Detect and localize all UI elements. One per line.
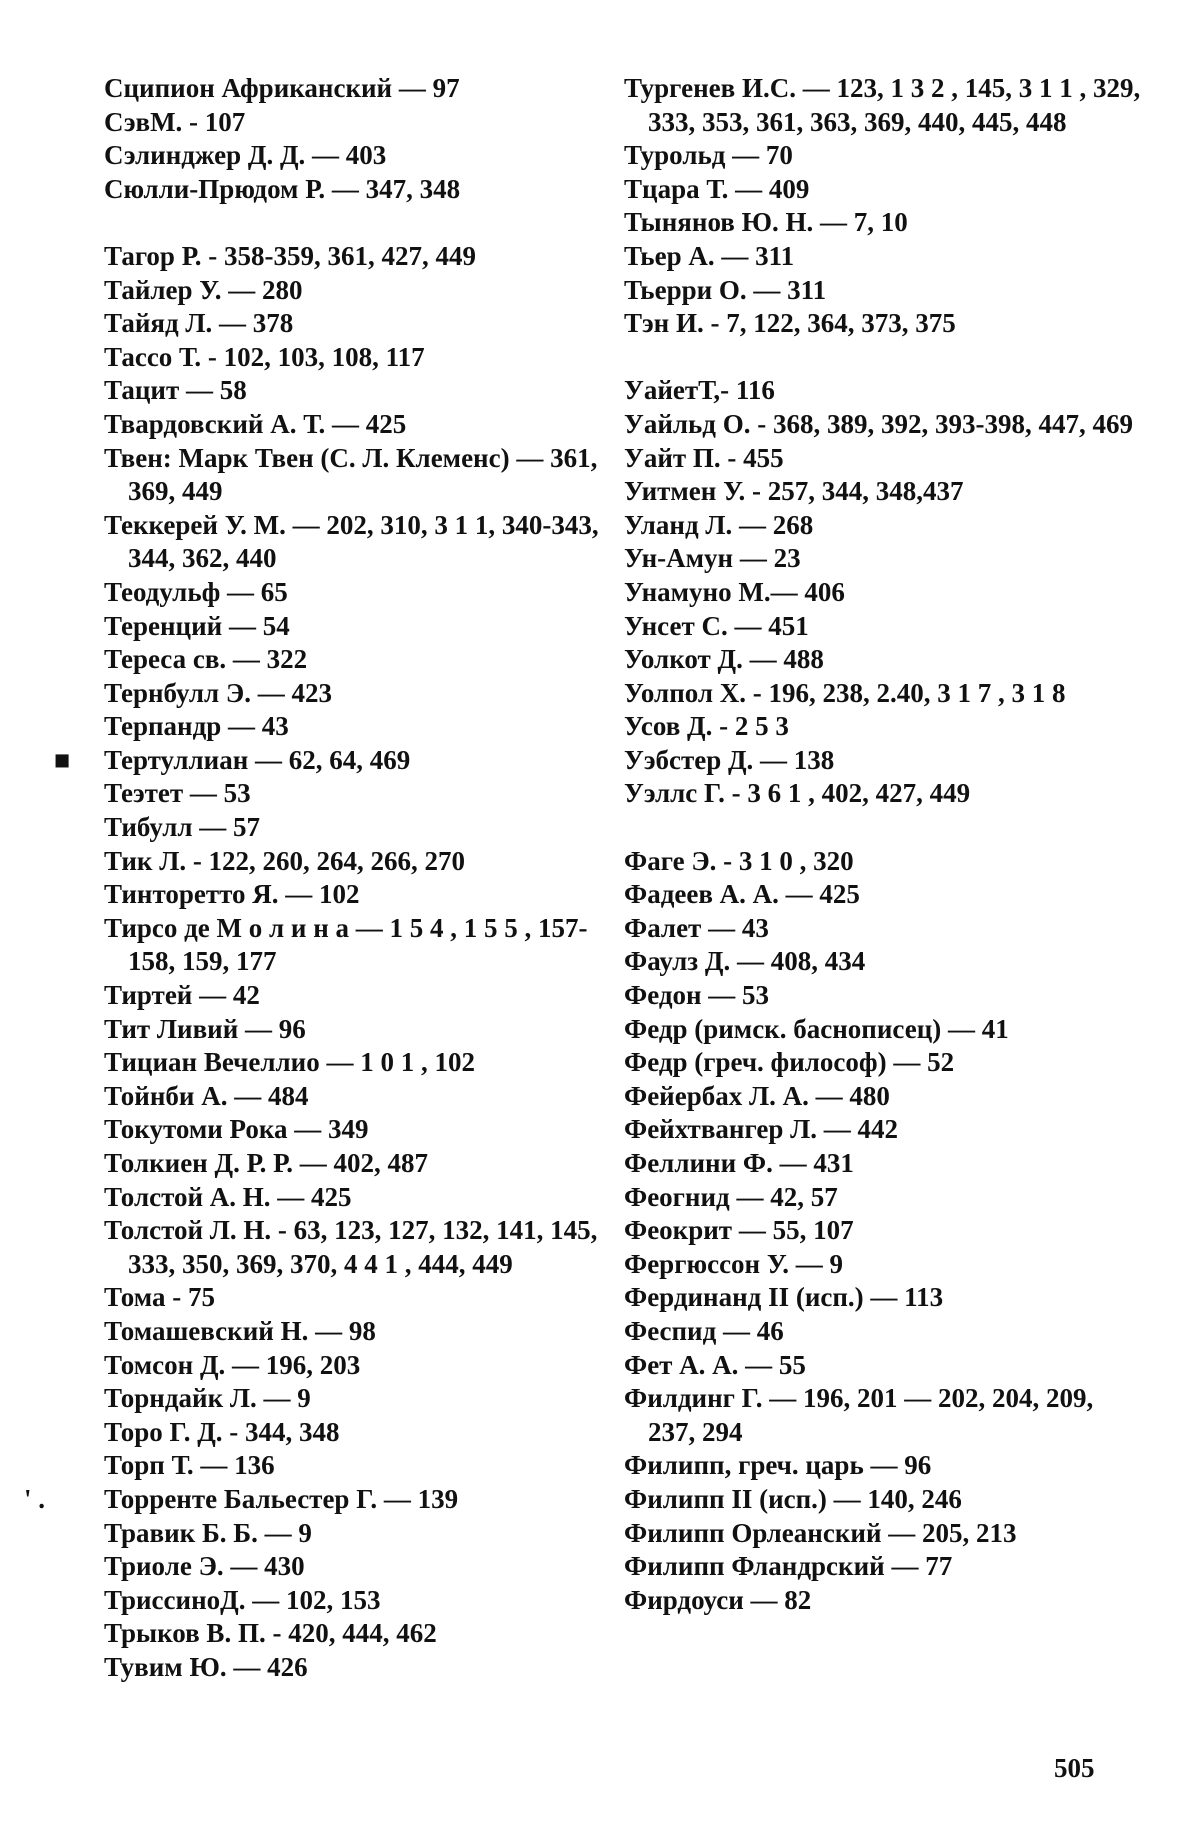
index-entry-text: Тертуллиан — 62, 64, 469 (104, 744, 411, 775)
index-entry: Триоле Э. — 430 (104, 1551, 305, 1582)
index-entry: Ун-Амун — 23 (624, 543, 801, 574)
index-entry: Турольд — 70 (624, 140, 793, 171)
index-entry: Тереса св. — 322 (104, 644, 308, 675)
index-entry: Фердинанд II (исп.) — 113 (624, 1282, 944, 1313)
index-entry: Феспид — 46 (624, 1315, 784, 1346)
index-entry: Фаге Э. - 3 1 0 , 320 (624, 845, 854, 876)
index-entry: Уитмен У. - 257, 344, 348,437 (624, 476, 964, 507)
index-entry: Тьер А. — 311 (624, 240, 795, 271)
index-column-right (624, 72, 1144, 1617)
index-entry: Феокрит — 55, 107 (624, 1215, 854, 1246)
index-entry: Фет А. А. — 55 (624, 1349, 806, 1380)
index-entry: Тирсо де М о л и н а — 1 5 4 , 1 5 5 , 157-158, 159, 177 (104, 912, 588, 977)
index-entry: Тагор Р. - 358-359, 361, 427, 449 (104, 240, 477, 271)
index-entry: ТриссиноД. — 102, 153 (104, 1584, 381, 1615)
index-entry: Теккерей У. М. — 202, 310, 3 1 1, 340-343, 344, 362, 440 (104, 509, 599, 574)
index-entry: Сюлли-Прюдом Р. — 347, 348 (104, 173, 461, 204)
index-entry: Теодульф — 65 (104, 576, 288, 607)
index-entry: Филипп II (исп.) — 140, 246 (624, 1483, 962, 1514)
index-entry: Уэллс Г. - 3 6 1 , 402, 427, 449 (624, 778, 971, 809)
index-entry: Фадеев А. А. — 425 (624, 879, 860, 910)
index-entry: Уланд Л. — 268 (624, 509, 814, 540)
index-entry: Фейхтвангер Л. — 442 (624, 1114, 898, 1145)
index-entry: Трыков В. П. - 420, 444, 462 (104, 1618, 437, 1649)
index-entry: Травик Б. Б. — 9 (104, 1517, 312, 1548)
index-entry: Толкиен Д. Р. Р. — 402, 487 (104, 1148, 429, 1178)
index-entry: Тициан Вечеллио — 1 0 1 , 102 (104, 1047, 475, 1078)
index-entry: Тойнби А. — 484 (104, 1080, 309, 1111)
index-entry: Сципион Африканский — 97 (104, 73, 460, 103)
index-entry: Тьерри О. — 311 (624, 274, 827, 305)
index-entry: Твен: Марк Твен (С. Л. Клеменс) — 361, 369, 449 (104, 442, 598, 507)
section-gap (624, 341, 1144, 375)
index-entry: Филдинг Г. — 196, 201 — 202, 204, 209, 237, 294 (624, 1383, 1094, 1447)
index-entry: Уолпол X. - 196, 238, 2.40, 3 1 7 , 3 1 8 (624, 677, 1066, 708)
index-entry: Сэлинджер Д. Д. — 403 (104, 140, 387, 171)
index-entry: Терпандр — 43 (104, 711, 289, 742)
index-entry: Тик Л. - 122, 260, 264, 266, 270 (104, 845, 466, 876)
index-entry: Тайлер У. — 280 (104, 274, 303, 305)
index-entry: Торо Г. Д. - 344, 348 (104, 1416, 340, 1447)
index-entry: Теэтет — 53 (104, 778, 251, 809)
index-entry: Толстой Л. Н. - 63, 123, 127, 132, 141, 145, 333, 350, 369, 370, 4 4 1 , 444, 449 (104, 1215, 598, 1279)
index-entry: Тернбулл Э. — 423 (104, 677, 332, 708)
index-entry: Филипп, греч. царь — 96 (624, 1450, 932, 1481)
index-entry-marked: ■ Тертуллиан — 62, 64, 469 (54, 744, 411, 775)
index-entry: Уайт П. - 455 (624, 442, 784, 473)
index-entry: Фирдоуси — 82 (624, 1584, 812, 1615)
index-entry: Тайяд Л. — 378 (104, 308, 294, 339)
index-entry: Фаулз Д. — 408, 434 (624, 946, 866, 977)
index-entry: Фалет — 43 (624, 912, 769, 943)
index-entry: Томсон Д. — 196, 203 (104, 1349, 361, 1380)
page-number: 505 (1054, 1753, 1095, 1783)
index-entry: Твардовский А. Т. — 425 (104, 408, 407, 439)
index-entry: Федр (греч. философ) — 52 (624, 1047, 955, 1078)
index-entry: Тома - 75 (104, 1282, 215, 1313)
index-entry: Тит Ливий — 96 (104, 1013, 306, 1044)
index-entry: Федр (римск. баснописец) — 41 (624, 1013, 1009, 1044)
index-entry: Тиртей — 42 (104, 980, 260, 1011)
index-entry: Усов Д. - 2 5 3 (624, 711, 789, 742)
index-entry: Тургенев И.С. — 123, 1 3 2 , 145, 3 1 1 , 329, 333, 353, 361, 363, 369, 440, 445, 448 (624, 73, 1141, 137)
index-entry: Фергюссон У. — 9 (624, 1248, 844, 1279)
index-entry: Тэн И. - 7, 122, 364, 373, 375 (624, 308, 956, 339)
index-entry: Уайльд О. - 368, 389, 392, 393-398, 447, 469 (624, 408, 1133, 439)
index-column-left (24, 72, 624, 1685)
index-entry: СэвМ. - 107 (104, 106, 246, 137)
index-entry: Тцара Т. — 409 (624, 173, 810, 204)
index-entry: Толстой А. Н. — 425 (104, 1181, 352, 1212)
index-entry: Филипп Фландрский — 77 (624, 1551, 953, 1582)
index-entry: Феогнид — 42, 57 (624, 1181, 838, 1212)
section-gap (104, 206, 624, 240)
index-entry: Торп Т. — 136 (104, 1450, 275, 1481)
index-entry: Теренций — 54 (104, 610, 290, 641)
index-entry: Уолкот Д. — 488 (624, 644, 824, 675)
index-entry: Филипп Орлеанский — 205, 213 (624, 1517, 1017, 1548)
index-entry: Феллини Ф. — 431 (624, 1148, 854, 1178)
index-entry: Тассо Т. - 102, 103, 108, 117 (104, 341, 425, 372)
index-entry: Уэбстер Д. — 138 (624, 744, 835, 775)
index-entry: УайетТ,- 116 (624, 375, 775, 406)
index-entry: Токутоми Рока — 349 (104, 1114, 369, 1145)
index-entry: Тацит — 58 (104, 375, 247, 406)
index-entry-marked: ' . Торренте Бальестер Г. — 139 (24, 1483, 459, 1514)
index-entry: Тувим Ю. — 426 (104, 1651, 308, 1682)
index-entry: Унсет С. — 451 (624, 610, 809, 641)
index-entry-text: Торренте Бальестер Г. — 139 (104, 1483, 459, 1514)
index-entry: Федон — 53 (624, 980, 770, 1011)
section-gap (624, 811, 1144, 845)
index-entry: Тынянов Ю. Н. — 7, 10 (624, 207, 908, 238)
index-entry: Унамуно М.— 406 (624, 576, 845, 607)
index-entry: Торндайк Л. — 9 (104, 1383, 311, 1414)
index-entry: Тинторетто Я. — 102 (104, 879, 360, 910)
index-entry: Томашевский Н. — 98 (104, 1315, 376, 1346)
index-entry: Тибулл — 57 (104, 812, 260, 843)
index-entry: Фейербах Л. А. — 480 (624, 1080, 890, 1111)
